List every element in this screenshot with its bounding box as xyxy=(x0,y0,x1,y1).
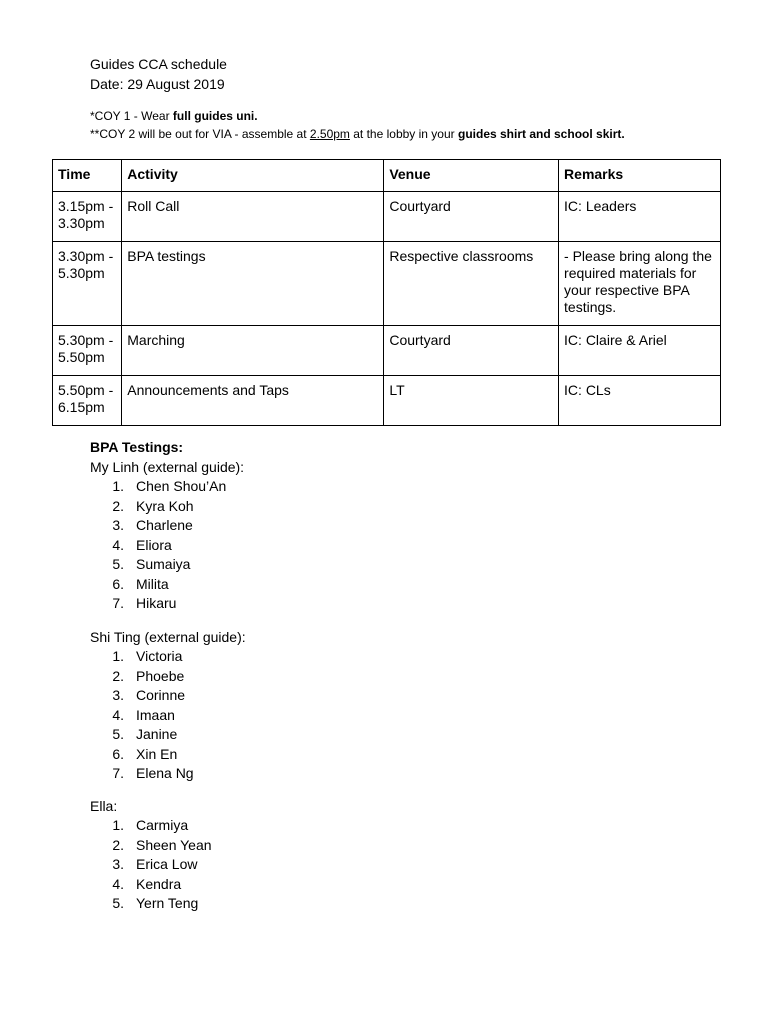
cell-venue: Courtyard xyxy=(384,326,559,376)
cell-time: 3.30pm - 5.30pm xyxy=(53,242,122,326)
list-number: 6. xyxy=(112,575,124,592)
group-members-my-linh xyxy=(90,478,226,615)
member-name: Erica Low xyxy=(136,856,198,872)
list-number: 7. xyxy=(112,595,124,611)
list-item xyxy=(90,498,226,518)
bpa-testings-heading: BPA Testings: xyxy=(90,439,184,455)
list-number: 5. xyxy=(112,556,124,572)
member-name: Chen Shou’An xyxy=(136,478,227,494)
member-name: Milita xyxy=(136,575,169,592)
table-row xyxy=(53,192,721,242)
coy2-note xyxy=(90,126,625,142)
cell-activity: Marching xyxy=(122,326,384,376)
member-name: Kyra Koh xyxy=(136,497,194,514)
list-item xyxy=(90,726,194,746)
member-name: Sumaiya xyxy=(136,556,191,572)
list-number: 1. xyxy=(112,648,124,664)
list-number: 1. xyxy=(112,478,124,494)
list-number: 2. xyxy=(112,667,124,684)
coy2-assembly-time: 2.50pm xyxy=(309,127,350,141)
cell-remarks: - Please bring along the required materials for your respective BPA testings. xyxy=(559,242,721,326)
list-number: 2. xyxy=(112,497,124,514)
table-row xyxy=(53,326,721,376)
schedule-header-row xyxy=(53,160,721,192)
group-leader-my-linh: My Linh (external guide): xyxy=(90,459,245,475)
document-title: Guides CCA schedule xyxy=(90,56,227,72)
schedule-table xyxy=(52,159,721,426)
list-item xyxy=(90,556,226,576)
coy2-note-text: **COY 2 will be out for VIA - assemble at xyxy=(90,127,310,141)
list-number: 4. xyxy=(112,875,124,892)
group-members-shi-ting xyxy=(90,648,194,785)
cell-activity: Roll Call xyxy=(122,192,384,242)
cell-activity: BPA testings xyxy=(122,242,384,326)
list-number: 3. xyxy=(112,517,124,533)
cell-activity: Announcements and Taps xyxy=(122,376,384,426)
list-number: 4. xyxy=(112,706,124,723)
cell-time: 5.50pm - 6.15pm xyxy=(53,376,122,426)
column-header-venue: Venue xyxy=(384,160,559,192)
group-leader-shi-ting: Shi Ting (external guide): xyxy=(90,629,246,645)
list-number: 3. xyxy=(112,856,124,872)
cell-remarks: IC: Leaders xyxy=(559,192,721,242)
list-item xyxy=(90,576,226,596)
coy1-note-text: *COY 1 - Wear xyxy=(90,109,173,123)
member-name: Imaan xyxy=(136,706,175,723)
list-item xyxy=(90,856,212,876)
list-number: 1. xyxy=(112,817,124,833)
list-item xyxy=(90,895,212,915)
list-item xyxy=(90,837,212,857)
cell-venue: Respective classrooms xyxy=(384,242,559,326)
list-item xyxy=(90,648,194,668)
member-name: Sheen Yean xyxy=(136,836,212,853)
group-leader-ella: Ella: xyxy=(90,798,118,814)
list-item xyxy=(90,765,194,785)
table-row xyxy=(53,376,721,426)
column-header-remarks: Remarks xyxy=(559,160,721,192)
cell-venue: Courtyard xyxy=(384,192,559,242)
list-number: 7. xyxy=(112,765,124,781)
member-name: Carmiya xyxy=(136,817,189,833)
cell-time: 5.30pm - 5.50pm xyxy=(53,326,122,376)
list-item xyxy=(90,478,226,498)
list-number: 4. xyxy=(112,536,124,553)
list-item xyxy=(90,707,194,727)
list-number: 5. xyxy=(112,726,124,742)
table-row xyxy=(53,242,721,326)
list-item xyxy=(90,517,226,537)
list-item xyxy=(90,746,194,766)
list-number: 2. xyxy=(112,836,124,853)
list-number: 6. xyxy=(112,745,124,762)
list-number: 3. xyxy=(112,687,124,703)
list-number: 5. xyxy=(112,895,124,911)
member-name: Phoebe xyxy=(136,667,185,684)
group-members-ella xyxy=(90,817,212,915)
cell-remarks: IC: Claire & Ariel xyxy=(559,326,721,376)
member-name: Eliora xyxy=(136,536,172,553)
document-date: Date: 29 August 2019 xyxy=(90,76,225,92)
member-name: Kendra xyxy=(136,875,182,892)
list-item xyxy=(90,817,212,837)
coy1-note xyxy=(90,108,258,124)
member-name: Janine xyxy=(136,726,178,742)
member-name: Hikaru xyxy=(136,595,177,611)
column-header-time: Time xyxy=(53,160,122,192)
cell-venue: LT xyxy=(384,376,559,426)
list-item xyxy=(90,595,226,615)
member-name: Xin En xyxy=(136,745,178,762)
list-item xyxy=(90,876,212,896)
cell-time: 3.15pm - 3.30pm xyxy=(53,192,122,242)
coy2-note-emphasis: guides shirt and school skirt. xyxy=(458,127,625,141)
coy1-note-emphasis: full guides uni. xyxy=(172,109,258,123)
list-item xyxy=(90,687,194,707)
member-name: Elena Ng xyxy=(136,765,194,781)
list-item xyxy=(90,537,226,557)
member-name: Yern Teng xyxy=(136,895,199,911)
list-item xyxy=(90,668,194,688)
member-name: Victoria xyxy=(136,648,183,664)
coy2-note-text-mid: at the lobby in your xyxy=(349,127,458,141)
member-name: Charlene xyxy=(136,517,193,533)
cell-remarks: IC: CLs xyxy=(559,376,721,426)
member-name: Corinne xyxy=(136,687,186,703)
column-header-activity: Activity xyxy=(122,160,384,192)
